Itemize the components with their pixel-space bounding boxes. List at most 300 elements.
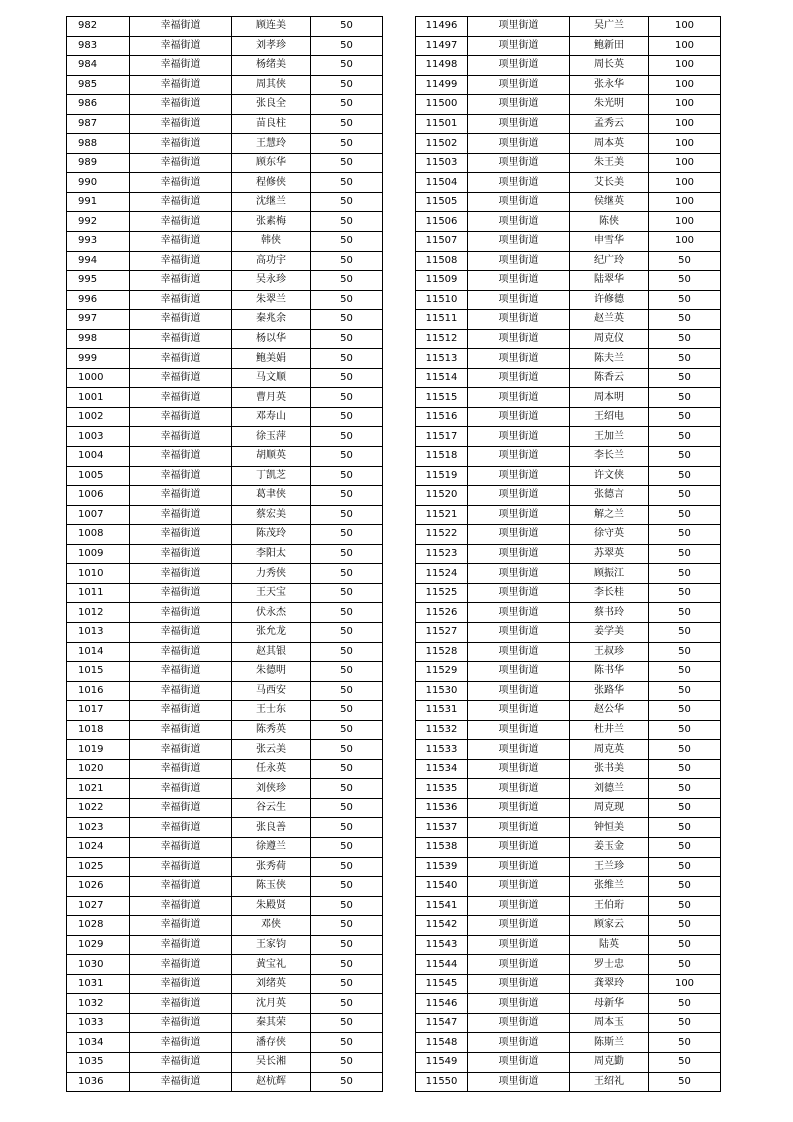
- name-cell: 周克仪: [570, 329, 649, 349]
- street-cell: 幸福街道: [130, 1013, 232, 1033]
- name-cell: 秦兆余: [232, 310, 311, 330]
- amount-cell: 50: [649, 251, 721, 271]
- amount-cell: 50: [311, 56, 383, 76]
- table-row: [416, 642, 721, 662]
- table-row: [67, 271, 383, 291]
- serial-number-cell: 11508: [416, 251, 468, 271]
- serial-number-cell: 990: [67, 173, 130, 193]
- name-cell: 陆翠华: [570, 271, 649, 291]
- street-cell: 幸福街道: [130, 36, 232, 56]
- amount-cell: 50: [649, 857, 721, 877]
- table-row: [416, 994, 721, 1014]
- name-cell: 蔡宏美: [232, 505, 311, 525]
- amount-cell: 100: [649, 212, 721, 232]
- name-cell: 罗士忠: [570, 955, 649, 975]
- serial-number-cell: 11497: [416, 36, 468, 56]
- amount-cell: 50: [649, 916, 721, 936]
- serial-number-cell: 1030: [67, 955, 130, 975]
- name-cell: 黄宝礼: [232, 955, 311, 975]
- name-cell: 艾长美: [570, 173, 649, 193]
- name-cell: 周长英: [570, 56, 649, 76]
- name-cell: 申雪华: [570, 232, 649, 252]
- name-cell: 朱翠兰: [232, 290, 311, 310]
- serial-number-cell: 11531: [416, 701, 468, 721]
- street-cell: 项里街道: [468, 662, 570, 682]
- street-cell: 幸福街道: [130, 720, 232, 740]
- name-cell: 张德言: [570, 486, 649, 506]
- serial-number-cell: 1022: [67, 798, 130, 818]
- serial-number-cell: 996: [67, 290, 130, 310]
- name-cell: 吴永珍: [232, 271, 311, 291]
- street-cell: 项里街道: [468, 877, 570, 897]
- amount-cell: 50: [311, 740, 383, 760]
- amount-cell: 50: [649, 1072, 721, 1092]
- name-cell: 杨以华: [232, 329, 311, 349]
- street-cell: 项里街道: [468, 271, 570, 291]
- amount-cell: 50: [311, 368, 383, 388]
- street-cell: 幸福街道: [130, 818, 232, 838]
- street-cell: 幸福街道: [130, 56, 232, 76]
- street-cell: 项里街道: [468, 407, 570, 427]
- street-cell: 幸福街道: [130, 583, 232, 603]
- amount-cell: 100: [649, 232, 721, 252]
- table-row: [67, 505, 383, 525]
- street-cell: 项里街道: [468, 1072, 570, 1092]
- street-cell: 幸福街道: [130, 173, 232, 193]
- street-cell: 项里街道: [468, 134, 570, 154]
- amount-cell: 50: [311, 662, 383, 682]
- table-row: [416, 564, 721, 584]
- street-cell: 项里街道: [468, 779, 570, 799]
- table-row: [67, 681, 383, 701]
- serial-number-cell: 11510: [416, 290, 468, 310]
- serial-number-cell: 1035: [67, 1052, 130, 1072]
- serial-number-cell: 11505: [416, 192, 468, 212]
- street-cell: 幸福街道: [130, 407, 232, 427]
- amount-cell: 50: [649, 564, 721, 584]
- serial-number-cell: 11526: [416, 603, 468, 623]
- table-row: [67, 36, 383, 56]
- amount-cell: 50: [311, 681, 383, 701]
- table-row: [67, 916, 383, 936]
- amount-cell: 50: [311, 114, 383, 134]
- table-row: [416, 916, 721, 936]
- street-cell: 幸福街道: [130, 974, 232, 994]
- amount-cell: 50: [311, 505, 383, 525]
- serial-number-cell: 11519: [416, 466, 468, 486]
- serial-number-cell: 11542: [416, 916, 468, 936]
- name-cell: 邓寿山: [232, 407, 311, 427]
- serial-number-cell: 11530: [416, 681, 468, 701]
- serial-number-cell: 11504: [416, 173, 468, 193]
- table-row: [67, 974, 383, 994]
- street-cell: 项里街道: [468, 544, 570, 564]
- amount-cell: 100: [649, 56, 721, 76]
- serial-number-cell: 1033: [67, 1013, 130, 1033]
- table-row: [416, 427, 721, 447]
- table-row: [67, 349, 383, 369]
- street-cell: 项里街道: [468, 466, 570, 486]
- amount-cell: 50: [649, 701, 721, 721]
- amount-cell: 50: [311, 564, 383, 584]
- name-cell: 赵其银: [232, 642, 311, 662]
- serial-number-cell: 1023: [67, 818, 130, 838]
- serial-number-cell: 992: [67, 212, 130, 232]
- street-cell: 项里街道: [468, 681, 570, 701]
- amount-cell: 50: [311, 1052, 383, 1072]
- serial-number-cell: 1031: [67, 974, 130, 994]
- name-cell: 沈继兰: [232, 192, 311, 212]
- serial-number-cell: 985: [67, 75, 130, 95]
- amount-cell: 50: [649, 505, 721, 525]
- table-row: [67, 583, 383, 603]
- name-cell: 王士东: [232, 701, 311, 721]
- serial-number-cell: 1009: [67, 544, 130, 564]
- table-row: [416, 974, 721, 994]
- serial-number-cell: 11550: [416, 1072, 468, 1092]
- table-row: [416, 701, 721, 721]
- street-cell: 幸福街道: [130, 1072, 232, 1092]
- name-cell: 邓侠: [232, 916, 311, 936]
- name-cell: 葛聿侠: [232, 486, 311, 506]
- street-cell: 项里街道: [468, 622, 570, 642]
- name-cell: 吴广兰: [570, 17, 649, 37]
- amount-cell: 50: [311, 837, 383, 857]
- street-cell: 幸福街道: [130, 681, 232, 701]
- table-row: [67, 857, 383, 877]
- table-row: [67, 466, 383, 486]
- amount-cell: 50: [649, 759, 721, 779]
- amount-cell: 50: [649, 525, 721, 545]
- serial-number-cell: 1013: [67, 622, 130, 642]
- table-row: [416, 837, 721, 857]
- street-cell: 幸福街道: [130, 544, 232, 564]
- serial-number-cell: 11512: [416, 329, 468, 349]
- table-row: [416, 583, 721, 603]
- table-row: [416, 251, 721, 271]
- street-cell: 幸福街道: [130, 935, 232, 955]
- serial-number-cell: 11524: [416, 564, 468, 584]
- table-row: [416, 192, 721, 212]
- table-row: [416, 310, 721, 330]
- table-row: [416, 232, 721, 252]
- serial-number-cell: 986: [67, 95, 130, 115]
- name-cell: 杜井兰: [570, 720, 649, 740]
- name-cell: 徐守英: [570, 525, 649, 545]
- name-cell: 苏翠英: [570, 544, 649, 564]
- table-row: [416, 36, 721, 56]
- serial-number-cell: 11535: [416, 779, 468, 799]
- amount-cell: 100: [649, 974, 721, 994]
- amount-cell: 50: [649, 1052, 721, 1072]
- serial-number-cell: 1005: [67, 466, 130, 486]
- amount-cell: 50: [649, 329, 721, 349]
- name-cell: 陈香云: [570, 368, 649, 388]
- amount-cell: 50: [311, 701, 383, 721]
- name-cell: 刘绪英: [232, 974, 311, 994]
- name-cell: 孟秀云: [570, 114, 649, 134]
- name-cell: 张良善: [232, 818, 311, 838]
- name-cell: 陈斯兰: [570, 1033, 649, 1053]
- name-cell: 张允龙: [232, 622, 311, 642]
- table-row: [67, 251, 383, 271]
- name-cell: 顾家云: [570, 916, 649, 936]
- serial-number-cell: 983: [67, 36, 130, 56]
- name-cell: 沈月英: [232, 994, 311, 1014]
- name-cell: 周其侠: [232, 75, 311, 95]
- street-cell: 项里街道: [468, 1052, 570, 1072]
- serial-number-cell: 11540: [416, 877, 468, 897]
- serial-number-cell: 1017: [67, 701, 130, 721]
- serial-number-cell: 994: [67, 251, 130, 271]
- table-row: [67, 1052, 383, 1072]
- name-cell: 韩侠: [232, 232, 311, 252]
- name-cell: 母新华: [570, 994, 649, 1014]
- street-cell: 项里街道: [468, 212, 570, 232]
- name-cell: 鲍美娟: [232, 349, 311, 369]
- name-cell: 王家钧: [232, 935, 311, 955]
- table-row: [416, 603, 721, 623]
- table-row: [67, 544, 383, 564]
- amount-cell: 50: [649, 779, 721, 799]
- table-row: [416, 896, 721, 916]
- name-cell: 许修德: [570, 290, 649, 310]
- street-cell: 幸福街道: [130, 603, 232, 623]
- street-cell: 幸福街道: [130, 75, 232, 95]
- amount-cell: 50: [649, 642, 721, 662]
- table-row: [416, 173, 721, 193]
- serial-number-cell: 11506: [416, 212, 468, 232]
- street-cell: 项里街道: [468, 916, 570, 936]
- serial-number-cell: 11525: [416, 583, 468, 603]
- table-row: [67, 798, 383, 818]
- name-cell: 徐遵兰: [232, 837, 311, 857]
- amount-cell: 100: [649, 17, 721, 37]
- table-row: [416, 329, 721, 349]
- street-cell: 项里街道: [468, 310, 570, 330]
- serial-number-cell: 1020: [67, 759, 130, 779]
- name-cell: 解之兰: [570, 505, 649, 525]
- serial-number-cell: 1008: [67, 525, 130, 545]
- street-cell: 幸福街道: [130, 564, 232, 584]
- street-cell: 幸福街道: [130, 1052, 232, 1072]
- street-cell: 幸福街道: [130, 95, 232, 115]
- serial-number-cell: 11521: [416, 505, 468, 525]
- amount-cell: 100: [649, 153, 721, 173]
- street-cell: 幸福街道: [130, 642, 232, 662]
- amount-cell: 50: [311, 192, 383, 212]
- serial-number-cell: 11536: [416, 798, 468, 818]
- serial-number-cell: 1019: [67, 740, 130, 760]
- table-row: [67, 955, 383, 975]
- street-cell: 项里街道: [468, 232, 570, 252]
- amount-cell: 50: [311, 310, 383, 330]
- table-row: [67, 486, 383, 506]
- serial-number-cell: 11501: [416, 114, 468, 134]
- table-row: [416, 818, 721, 838]
- amount-cell: 50: [311, 1072, 383, 1092]
- amount-cell: 50: [649, 603, 721, 623]
- serial-number-cell: 1001: [67, 388, 130, 408]
- table-row: [67, 329, 383, 349]
- street-cell: 项里街道: [468, 798, 570, 818]
- serial-number-cell: 11500: [416, 95, 468, 115]
- name-cell: 陈书华: [570, 662, 649, 682]
- table-row: [416, 153, 721, 173]
- amount-cell: 50: [311, 212, 383, 232]
- name-cell: 朱德明: [232, 662, 311, 682]
- amount-cell: 50: [649, 466, 721, 486]
- name-cell: 王天宝: [232, 583, 311, 603]
- table-row: [416, 1013, 721, 1033]
- street-cell: 项里街道: [468, 1013, 570, 1033]
- amount-cell: 100: [649, 36, 721, 56]
- serial-number-cell: 11499: [416, 75, 468, 95]
- table-row: [416, 662, 721, 682]
- table-row: [67, 17, 383, 37]
- amount-cell: 50: [311, 798, 383, 818]
- name-cell: 周克现: [570, 798, 649, 818]
- serial-number-cell: 1018: [67, 720, 130, 740]
- serial-number-cell: 11515: [416, 388, 468, 408]
- street-cell: 项里街道: [468, 603, 570, 623]
- street-cell: 项里街道: [468, 955, 570, 975]
- serial-number-cell: 11529: [416, 662, 468, 682]
- street-cell: 幸福街道: [130, 740, 232, 760]
- table-row: [416, 1072, 721, 1092]
- table-row: [416, 271, 721, 291]
- amount-cell: 50: [311, 17, 383, 37]
- serial-number-cell: 1034: [67, 1033, 130, 1053]
- street-cell: 项里街道: [468, 486, 570, 506]
- serial-number-cell: 987: [67, 114, 130, 134]
- serial-number-cell: 11520: [416, 486, 468, 506]
- table-row: [67, 114, 383, 134]
- serial-number-cell: 11539: [416, 857, 468, 877]
- street-cell: 幸福街道: [130, 505, 232, 525]
- amount-cell: 50: [311, 896, 383, 916]
- table-row: [416, 75, 721, 95]
- table-row: [67, 877, 383, 897]
- street-cell: 幸福街道: [130, 837, 232, 857]
- serial-number-cell: 984: [67, 56, 130, 76]
- amount-cell: 50: [311, 466, 383, 486]
- name-cell: 潘存侠: [232, 1033, 311, 1053]
- table-row: [416, 114, 721, 134]
- serial-number-cell: 11518: [416, 447, 468, 467]
- serial-number-cell: 997: [67, 310, 130, 330]
- street-cell: 项里街道: [468, 740, 570, 760]
- amount-cell: 50: [311, 603, 383, 623]
- street-cell: 幸福街道: [130, 955, 232, 975]
- amount-cell: 50: [311, 290, 383, 310]
- amount-cell: 50: [311, 388, 383, 408]
- name-cell: 王加兰: [570, 427, 649, 447]
- table-row: [67, 212, 383, 232]
- street-cell: 项里街道: [468, 505, 570, 525]
- table-row: [416, 720, 721, 740]
- amount-cell: 50: [649, 877, 721, 897]
- table-row: [416, 466, 721, 486]
- serial-number-cell: 11517: [416, 427, 468, 447]
- name-cell: 赵兰英: [570, 310, 649, 330]
- serial-number-cell: 11522: [416, 525, 468, 545]
- table-row: [67, 1072, 383, 1092]
- serial-number-cell: 1024: [67, 837, 130, 857]
- name-cell: 张秀荷: [232, 857, 311, 877]
- amount-cell: 50: [649, 662, 721, 682]
- name-cell: 姜玉金: [570, 837, 649, 857]
- amount-cell: 50: [649, 622, 721, 642]
- serial-number-cell: 991: [67, 192, 130, 212]
- amount-cell: 50: [649, 955, 721, 975]
- serial-number-cell: 11549: [416, 1052, 468, 1072]
- street-cell: 项里街道: [468, 17, 570, 37]
- amount-cell: 50: [311, 329, 383, 349]
- table-row: [416, 525, 721, 545]
- street-cell: 项里街道: [468, 1033, 570, 1053]
- name-cell: 王叔珍: [570, 642, 649, 662]
- name-cell: 许文侠: [570, 466, 649, 486]
- amount-cell: 50: [311, 447, 383, 467]
- street-cell: 幸福街道: [130, 388, 232, 408]
- name-cell: 朱王美: [570, 153, 649, 173]
- street-cell: 幸福街道: [130, 662, 232, 682]
- table-row: [416, 368, 721, 388]
- street-cell: 项里街道: [468, 447, 570, 467]
- street-cell: 项里街道: [468, 974, 570, 994]
- amount-cell: 50: [311, 877, 383, 897]
- name-cell: 任永英: [232, 759, 311, 779]
- name-cell: 曹月英: [232, 388, 311, 408]
- name-cell: 高功宇: [232, 251, 311, 271]
- name-cell: 周克勤: [570, 1052, 649, 1072]
- table-row: [416, 95, 721, 115]
- table-row: [416, 935, 721, 955]
- street-cell: 幸福街道: [130, 368, 232, 388]
- amount-cell: 50: [649, 407, 721, 427]
- amount-cell: 50: [311, 642, 383, 662]
- table-row: [67, 56, 383, 76]
- street-cell: 幸福街道: [130, 466, 232, 486]
- serial-number-cell: 11509: [416, 271, 468, 291]
- amount-cell: 50: [649, 681, 721, 701]
- amount-cell: 50: [649, 427, 721, 447]
- table-row: [67, 1013, 383, 1033]
- table-row: [416, 779, 721, 799]
- serial-number-cell: 1003: [67, 427, 130, 447]
- street-cell: 幸福街道: [130, 486, 232, 506]
- amount-cell: 50: [649, 368, 721, 388]
- street-cell: 项里街道: [468, 564, 570, 584]
- street-cell: 项里街道: [468, 368, 570, 388]
- amount-cell: 50: [311, 486, 383, 506]
- street-cell: 幸福街道: [130, 251, 232, 271]
- name-cell: 秦其荣: [232, 1013, 311, 1033]
- street-cell: 项里街道: [468, 75, 570, 95]
- amount-cell: 50: [311, 994, 383, 1014]
- amount-cell: 50: [311, 407, 383, 427]
- name-cell: 周本明: [570, 388, 649, 408]
- street-cell: 幸福街道: [130, 525, 232, 545]
- serial-number-cell: 11537: [416, 818, 468, 838]
- street-cell: 幸福街道: [130, 192, 232, 212]
- amount-cell: 50: [649, 896, 721, 916]
- table-row: [67, 192, 383, 212]
- serial-number-cell: 11511: [416, 310, 468, 330]
- serial-number-cell: 11496: [416, 17, 468, 37]
- table-row: [416, 740, 721, 760]
